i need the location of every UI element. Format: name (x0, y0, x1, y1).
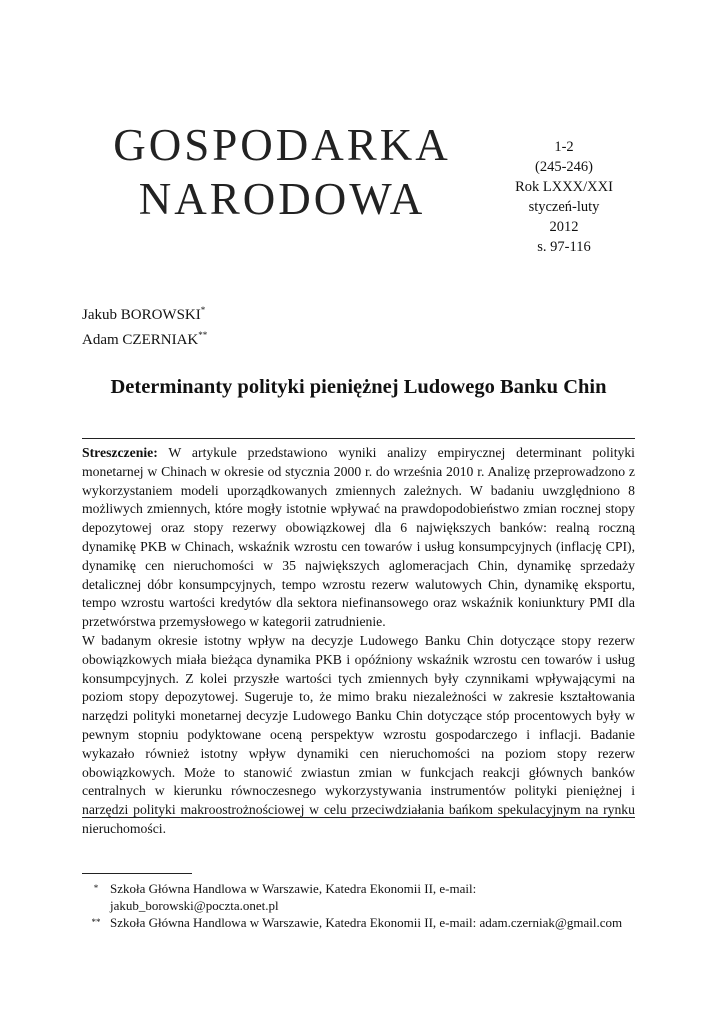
abstract-top-rule (82, 438, 635, 439)
author (82, 325, 207, 350)
footnote-text: Szkoła Główna Handlowa w Warszawie, Katedra Ekonomii II, e-mail: jakub_borowski@poczta.onet.pl (110, 881, 477, 913)
issue-cumulative: (245-246) (535, 159, 593, 175)
issue-pages: s. 97-116 (537, 239, 591, 255)
journal-title-line1: GOSPODARKA (113, 120, 451, 170)
abstract-label: Streszczenie: (82, 445, 158, 460)
issue-number: 1-2 (554, 139, 574, 155)
author-name: Jakub BOROWSKI (82, 307, 201, 323)
journal-title (82, 118, 482, 226)
footnotes (82, 880, 635, 931)
author (82, 300, 207, 325)
author-name: Adam CZERNIAK (82, 332, 199, 348)
footnote-rule (82, 873, 192, 874)
issue-year: 2012 (549, 219, 579, 235)
footnote (82, 880, 635, 914)
issue-year-volume: Rok LXXX/XXI (515, 179, 613, 195)
abstract (82, 444, 635, 839)
footnote-mark: * (93, 883, 99, 893)
issue-months: styczeń-luty (528, 199, 600, 215)
footnote-text: Szkoła Główna Handlowa w Warszawie, Katedra Ekonomii II, e-mail: adam.czerniak@gmail.com (110, 915, 623, 930)
abstract-text: W artykule przedstawiono wyniki analizy empirycznej determinant polityki monetarnej w Chinach w okresie od stycznia 2000 r. do września 2010 r. Analizę przeprowadzono z wykorzystaniem modeli uporządkowanych zmiennych zależnych. W badaniu uwzględniono 8 możliwych zmiennych, które mogły istotnie wpływać na prawdopodobieństwo zmian rocznej stopy depozytowej oraz stopy rezerwy obowiązkowej dla 6 największych banków: realną roczną dynamikę PKB w Chinach, wskaźnik wzrostu cen towarów i usług konsumpcyjnych (inflację CPI), dynamikę cen nieruchomości w 35 największych aglomeracjach Chin, dynamikę sprzedaży detalicznej dóbr konsumpcyjnych, tempo wzrostu rezerw walutowych Chin, dynamikę eksportu, tempo wzrostu wartości kredytów dla sektora niefinansowego oraz wskaźnik koniunktury PMI dla przetwórstwa przemysłowego w kategorii zatrudnienie. (82, 445, 635, 630)
abstract-paragraph (82, 444, 635, 632)
paper-title: Determinanty polityki pieniężnej Ludowego Banku Chin (110, 376, 607, 398)
abstract-paragraph: W badanym okresie istotny wpływ na decyzje Ludowego Banku Chin dotyczące stopy rezerw obowiązkowych miała bieżąca dynamika PKB i opóźniony wskaźnik wzrostu cen towarów i usług konsumpcyjnych. Z kolei przyszłe wartości tych zmiennych były czynnikami wpływającymi na poziom stopy depozytowej. Sugeruje to, że mimo braku niezależności w zakresie kształtowania narzędzi polityki monetarnej decyzje Ludowego Banku Chin dotyczące stóp procentowych były w pewnym stopniu podyktowane oceną perspektyw wzrostu gospodarczego i inflacji. Badanie wykazało również istotny wpływ dynamiki cen nieruchomości na poziom stopy rezerw obowiązkowych. Może to stanowić zwiastun zmian w funkcjach reakcji głównych banków centralnych w kierunku równoczesnego wykorzystywania instrumentów polityki pieniężnej i narzędzi polityki makroostrożnościowej w celu przeciwdziałania bańkom spekulacyjnym na rynku nieruchomości. (82, 632, 635, 836)
authors (82, 300, 207, 350)
journal-title-line2: NARODOWA (138, 174, 426, 224)
author-footnote-mark: * (200, 305, 206, 315)
footnote (82, 914, 635, 931)
author-footnote-mark: ** (198, 330, 208, 340)
abstract-bottom-rule (82, 817, 635, 818)
issue-info (504, 137, 624, 257)
footnote-mark: ** (91, 917, 101, 927)
